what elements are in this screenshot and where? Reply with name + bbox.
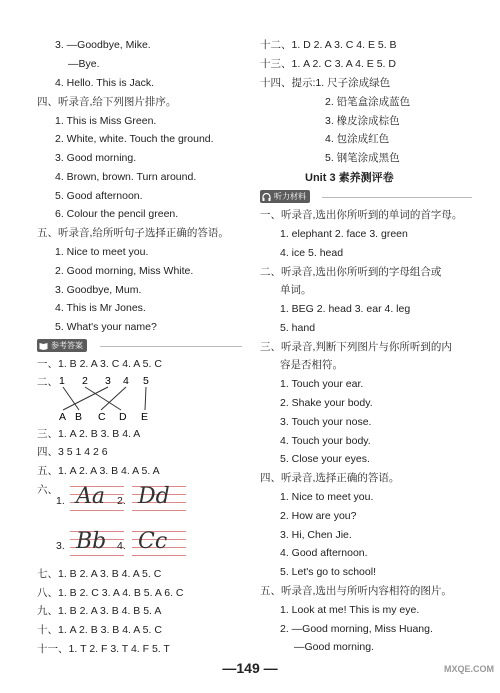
text-line: 1. Look at me! This is my eye. [280, 604, 420, 616]
section-heading: 四、听录音,选择正确的答语。 [260, 472, 400, 484]
letter-item-number: 4. [117, 540, 126, 552]
divider [322, 197, 472, 198]
text-line: 4. Good afternoon. [280, 547, 368, 559]
text-line: 3. Touch your nose. [280, 416, 372, 428]
answer-key-label: 参考答案 [51, 341, 83, 350]
text-line: 4. ice 5. head [280, 247, 344, 259]
text-line: 5. Let's go to school! [280, 566, 376, 578]
answer-line: 2. 铅笔盒涂成蓝色 [325, 96, 411, 108]
answer-key-badge [37, 339, 87, 352]
text-line: 4. Hello. This is Jack. [55, 77, 155, 89]
text-line: 1. Nice to meet you. [280, 491, 374, 503]
handwriting-letters: Bb [76, 529, 107, 554]
answer-line: 一、1. B 2. A 3. C 4. A 5. C [37, 358, 162, 370]
match-line [85, 387, 121, 410]
text-line: 1. Nice to meet you. [55, 246, 149, 258]
answer-line: 十三、1. A 2. C 3. A 4. E 5. D [260, 58, 396, 70]
letter-item-number: 2. [117, 495, 126, 507]
text-line: 2. Good morning, Miss White. [55, 265, 194, 277]
text-line: 5. Close your eyes. [280, 453, 370, 465]
section-heading: 五、听录音,选出与所听内容相符的图片。 [260, 585, 452, 597]
answer-line: 三、1. A 2. B 3. B 4. A [37, 428, 141, 440]
answer-label: 六、 [37, 484, 58, 496]
handwriting-box [132, 482, 186, 512]
answer-line: 4. 包涂成红色 [325, 133, 390, 145]
text-line: 4. Brown, brown. Turn around. [55, 171, 197, 183]
section-heading-cont: 单词。 [280, 284, 312, 296]
answer-line: 十、1. A 2. B 3. B 4. A 5. C [37, 624, 162, 636]
section-heading: 二、听录音,选出你所听到的字母组合或 [260, 266, 442, 278]
watermark: MXQE.COM [443, 664, 494, 674]
text-line: 1. BEG 2. head 3. ear 4. leg [280, 303, 411, 315]
handwriting-box [132, 527, 186, 557]
handwriting-box [70, 527, 124, 557]
text-line: 3. Goodbye, Mum. [55, 284, 142, 296]
match-top-1: 1 [59, 375, 65, 387]
match-bottom-e: E [141, 411, 149, 423]
text-line: 5. Good afternoon. [55, 190, 143, 202]
letter-item-number: 3. [56, 540, 65, 552]
answer-line: 九、1. B 2. A 3. B 4. B 5. A [37, 605, 162, 617]
text-line: 3. —Goodbye, Mike. [55, 39, 151, 51]
section-heading: 四、听录音,给下列图片排序。 [37, 96, 177, 108]
match-bottom-d: D [119, 411, 127, 423]
match-bottom-c: C [98, 411, 106, 423]
handwriting-letters: Dd [138, 484, 170, 509]
section-heading: 五、听录音,给所听句子选择正确的答语。 [37, 227, 229, 239]
text-line: 1. Touch your ear. [280, 378, 364, 390]
answer-line: 十四、提示:1. 尺子涂成绿色 [260, 77, 391, 89]
page-number: —149 — [222, 660, 278, 676]
text-line: 1. elephant 2. face 3. green [280, 228, 408, 240]
match-line [145, 387, 146, 410]
text-line: 6. Colour the pencil green. [55, 208, 179, 220]
match-top-5: 5 [143, 375, 149, 387]
letter-item-number: 1. [56, 495, 65, 507]
answer-line: 八、1. B 2. C 3. A 4. B 5. A 6. C [37, 587, 184, 599]
answer-line: 十二、1. D 2. A 3. C 4. E 5. B [260, 39, 397, 51]
handwriting-box [70, 482, 124, 512]
answer-line: 5. 钢笔涂成黑色 [325, 152, 400, 164]
match-line [63, 387, 108, 410]
match-top-2: 2 [82, 375, 88, 387]
text-line: 4. This is Mr Jones. [55, 302, 146, 314]
text-line: 2. Shake your body. [280, 397, 373, 409]
section-heading: 一、听录音,选出你所听到的单词的首字母。 [260, 209, 463, 221]
listening-material-label: 听力材料 [274, 192, 306, 201]
text-line: 1. This is Miss Green. [55, 115, 157, 127]
unit-title: Unit 3 素养测评卷 [305, 172, 394, 184]
text-line: 5. What's your name? [55, 321, 157, 333]
text-line: 2. How are you? [280, 510, 357, 522]
book-icon [39, 342, 48, 350]
listening-material-badge [260, 190, 310, 203]
match-line [101, 387, 126, 410]
answer-line: 四、3 5 1 4 2 6 [37, 446, 108, 458]
matching-diagram [55, 374, 165, 424]
text-line: 4. Touch your body. [280, 435, 371, 447]
text-line: 2. White, white. Touch the ground. [55, 133, 214, 145]
answer-line: 七、1. B 2. A 3. B 4. A 5. C [37, 568, 162, 580]
headphones-icon [262, 193, 271, 201]
match-bottom-a: A [59, 411, 67, 423]
handwriting-letters: Cc [138, 529, 168, 554]
answer-line: 五、1. A 2. A 3. B 4. A 5. A [37, 465, 160, 477]
handwriting-letters: Aa [76, 484, 106, 509]
answer-line: 十一、1. T 2. F 3. T 4. F 5. T [37, 643, 170, 655]
match-line [63, 387, 79, 410]
match-bottom-b: B [75, 411, 83, 423]
section-heading: 三、听录音,判断下列图片与你所听到的内 [260, 341, 452, 353]
text-line: 3. Good morning. [55, 152, 137, 164]
text-line: —Bye. [68, 58, 100, 70]
answer-label: 二、 [37, 376, 58, 388]
answer-line: 3. 橡皮涂成棕色 [325, 115, 400, 127]
text-line: 3. Hi, Chen Jie. [280, 529, 352, 541]
match-top-4: 4 [123, 375, 129, 387]
section-heading-cont: 容是否相符。 [280, 359, 343, 371]
text-line: 5. hand [280, 322, 316, 334]
text-line: 2. —Good morning, Miss Huang. [280, 623, 433, 635]
text-line: —Good morning. [294, 641, 374, 653]
match-top-3: 3 [105, 375, 111, 387]
divider [100, 346, 242, 347]
